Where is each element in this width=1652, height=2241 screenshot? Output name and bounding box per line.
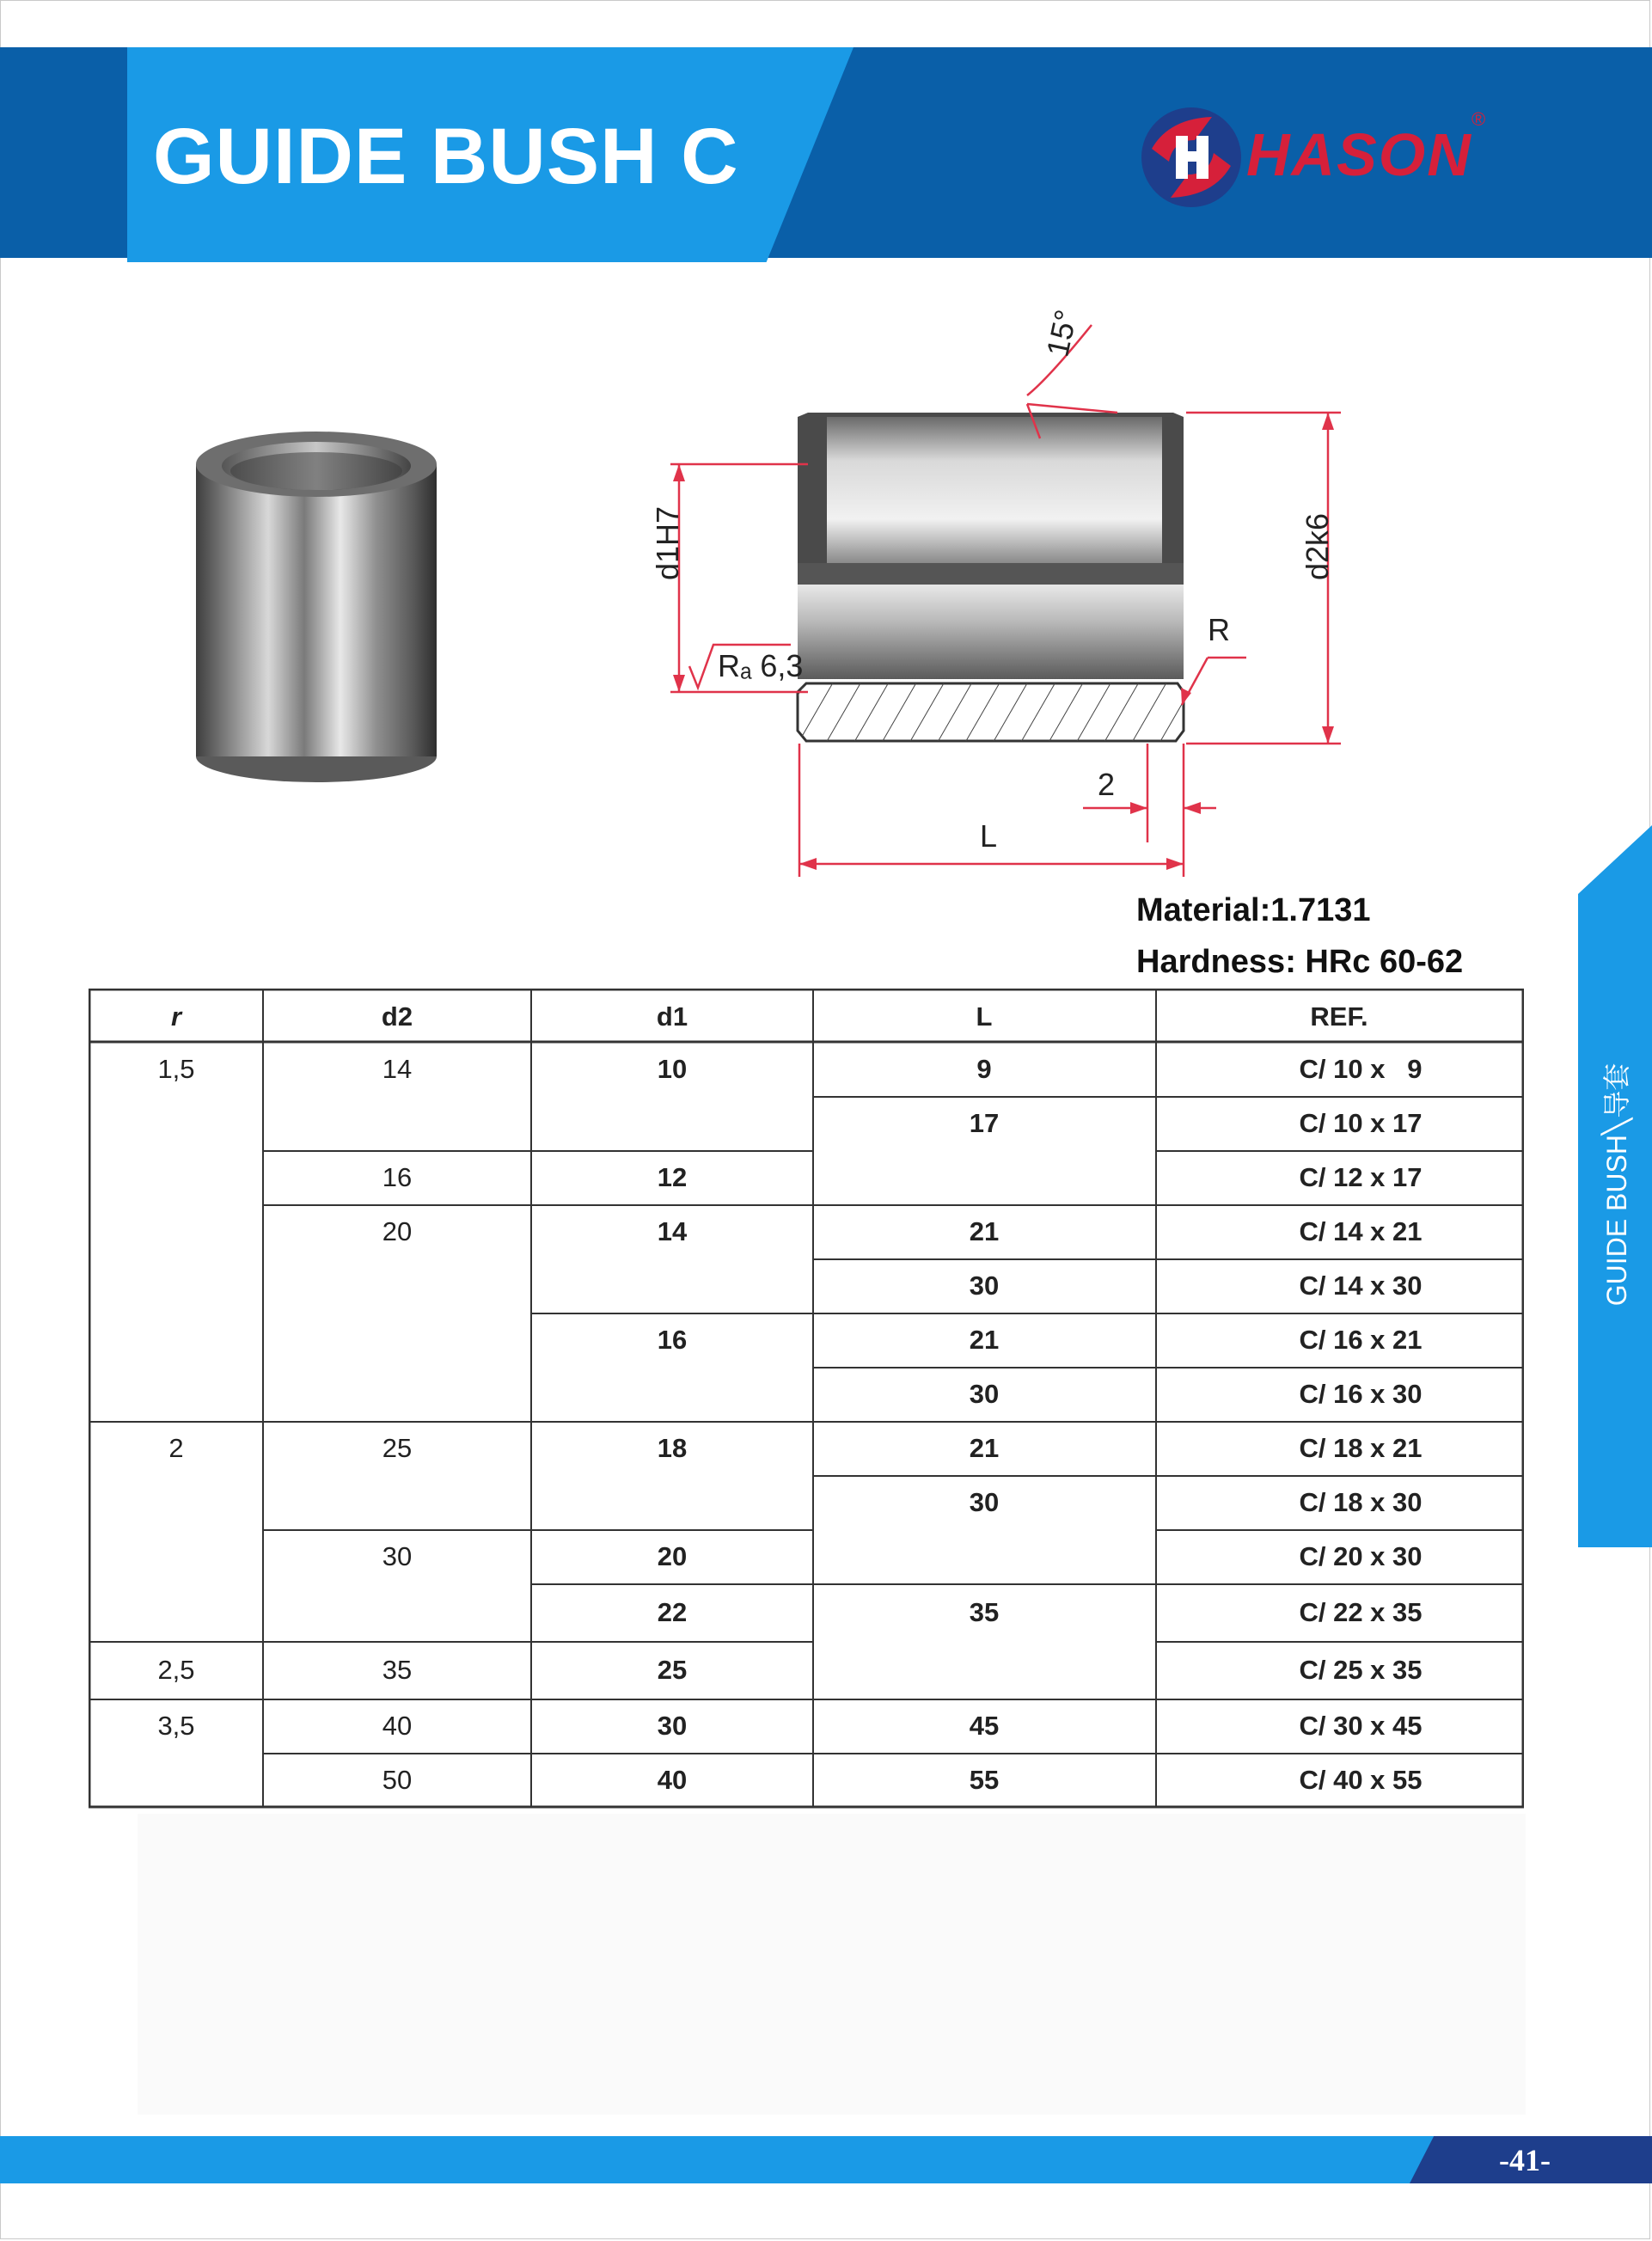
ref-cell: C/ 14 x 30 bbox=[1299, 1271, 1423, 1301]
ref-cell: C/ 22 x 35 bbox=[1299, 1597, 1423, 1627]
d2-cell: 25 bbox=[382, 1433, 413, 1463]
ref-cell: C/ 10 x 9 bbox=[1299, 1054, 1423, 1084]
ref-cell: C/ 25 x 35 bbox=[1299, 1655, 1423, 1685]
registered-mark: ® bbox=[1472, 108, 1486, 130]
roughness-label: Rₐ 6,3 bbox=[718, 648, 804, 683]
L-cell: 35 bbox=[969, 1597, 1000, 1627]
d1-label: d1H7 bbox=[650, 505, 685, 580]
page-title: GUIDE BUSH C bbox=[153, 113, 739, 200]
ref-cell: C/ 30 x 45 bbox=[1299, 1711, 1423, 1741]
L-cell: 17 bbox=[969, 1108, 1000, 1138]
guide-bush-photo bbox=[187, 430, 445, 791]
r-cell: 2 bbox=[168, 1433, 184, 1463]
d1-cell: 10 bbox=[657, 1054, 688, 1084]
header-d2: d2 bbox=[381, 1001, 413, 1032]
L-cell: 30 bbox=[969, 1271, 1000, 1301]
d1-cell: 22 bbox=[657, 1597, 688, 1627]
page-background bbox=[138, 1814, 1526, 2115]
d1-cell: 20 bbox=[657, 1541, 688, 1571]
d2-cell: 40 bbox=[382, 1711, 413, 1741]
L-cell: 21 bbox=[969, 1433, 1000, 1463]
d2-cell: 20 bbox=[382, 1216, 413, 1246]
ref-cell: C/ 14 x 21 bbox=[1299, 1216, 1423, 1246]
side-tab-label: GUIDE BUSH╲导套 bbox=[1601, 1062, 1632, 1307]
d1-cell: 18 bbox=[657, 1433, 688, 1463]
header-r: r bbox=[170, 1001, 182, 1032]
d2-cell: 16 bbox=[382, 1162, 413, 1192]
L-cell: 21 bbox=[969, 1216, 1000, 1246]
ref-cell: C/ 12 x 17 bbox=[1299, 1162, 1423, 1192]
ref-cell: C/ 16 x 30 bbox=[1299, 1379, 1423, 1409]
logo-text: HASON bbox=[1246, 121, 1472, 188]
d2-cell: 35 bbox=[382, 1655, 413, 1685]
r-cell: 1,5 bbox=[157, 1054, 195, 1084]
d2-cell: 50 bbox=[382, 1765, 413, 1795]
length-label: L bbox=[980, 818, 998, 854]
d1-cell: 40 bbox=[657, 1765, 688, 1795]
ref-cell: C/ 18 x 30 bbox=[1299, 1487, 1423, 1517]
hardness-spec: Hardness: HRc 60-62 bbox=[1136, 944, 1464, 980]
L-cell: 30 bbox=[969, 1379, 1000, 1409]
radius-label: R bbox=[1208, 612, 1230, 647]
d1-cell: 12 bbox=[657, 1162, 688, 1192]
material-spec: Material:1.7131 bbox=[1136, 892, 1371, 928]
ref-cell: C/ 10 x 17 bbox=[1299, 1108, 1423, 1138]
header-ref: REF. bbox=[1310, 1001, 1368, 1032]
L-cell: 55 bbox=[969, 1765, 1000, 1795]
header-L: L bbox=[976, 1001, 993, 1032]
ref-cell: C/ 18 x 21 bbox=[1299, 1433, 1423, 1463]
ref-cell: C/ 40 x 55 bbox=[1299, 1765, 1423, 1795]
dimension-table bbox=[89, 989, 1524, 1809]
d1-cell: 25 bbox=[657, 1655, 688, 1685]
angle-label: 15° bbox=[1039, 306, 1084, 360]
ref-cell: C/ 16 x 21 bbox=[1299, 1325, 1423, 1355]
ref-cell: C/ 20 x 30 bbox=[1299, 1541, 1423, 1571]
technical-drawing bbox=[636, 301, 1375, 903]
L-cell: 30 bbox=[969, 1487, 1000, 1517]
d2-cell: 30 bbox=[382, 1541, 413, 1571]
d1-cell: 16 bbox=[657, 1325, 688, 1355]
L-cell: 45 bbox=[969, 1711, 1000, 1741]
L-cell: 21 bbox=[969, 1325, 1000, 1355]
chamfer-label: 2 bbox=[1098, 767, 1116, 802]
d1-cell: 14 bbox=[657, 1216, 688, 1246]
page-number: -41- bbox=[1499, 2143, 1551, 2177]
r-cell: 3,5 bbox=[157, 1711, 195, 1741]
d1-cell: 30 bbox=[657, 1711, 688, 1741]
d2-cell: 14 bbox=[382, 1054, 413, 1084]
header-d1: d1 bbox=[656, 1001, 688, 1032]
r-cell: 2,5 bbox=[157, 1655, 195, 1685]
L-cell: 9 bbox=[976, 1054, 992, 1084]
d2-label: d2k6 bbox=[1300, 512, 1335, 580]
footer-band bbox=[0, 2136, 1652, 2183]
